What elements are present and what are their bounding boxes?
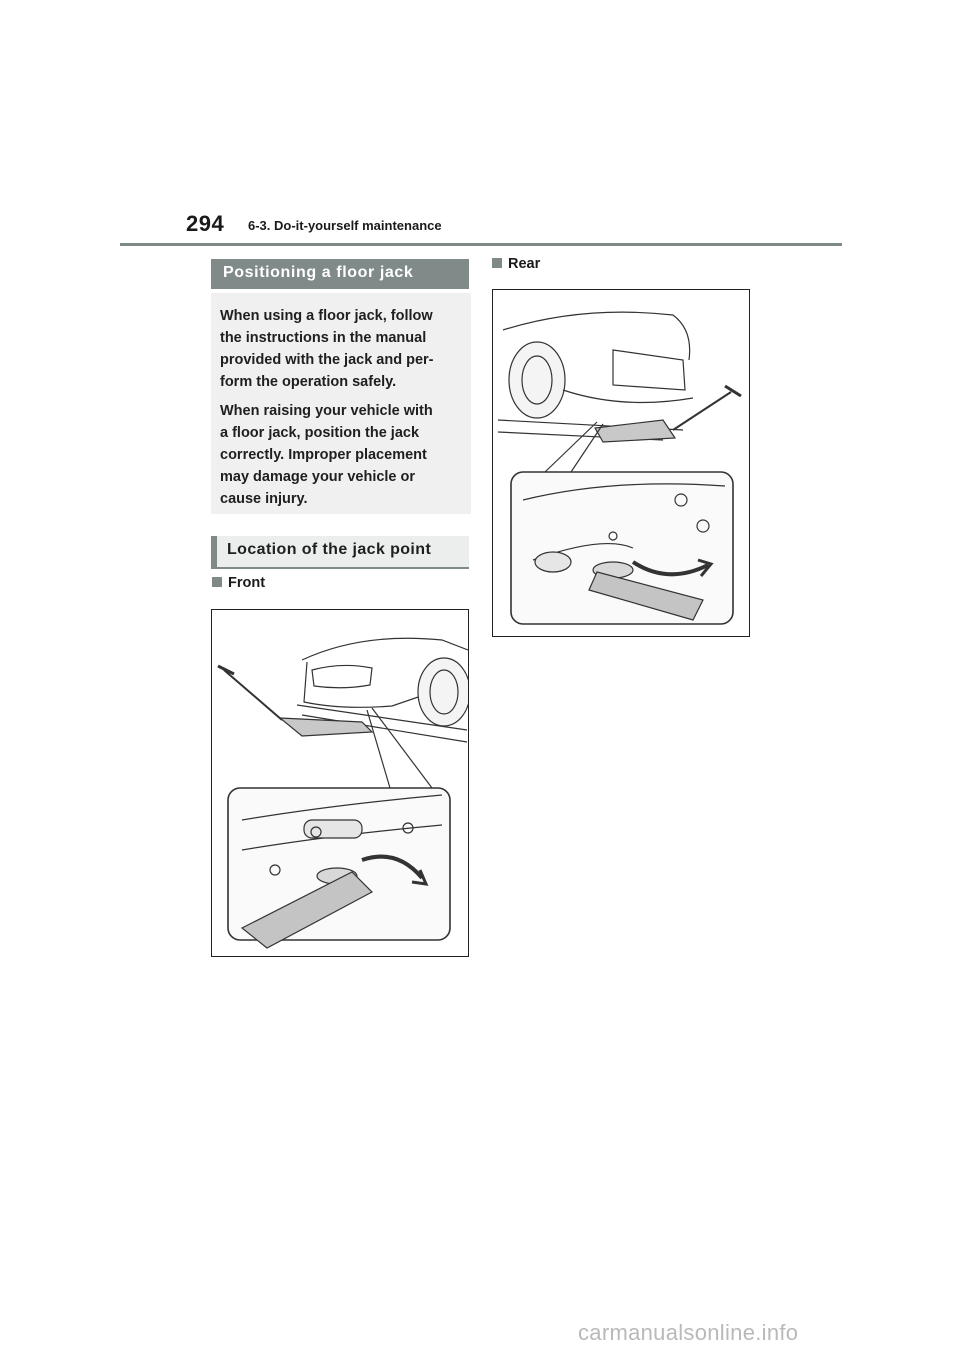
info-line: the instructions in the manual xyxy=(220,330,427,346)
info-line: cause injury. xyxy=(220,491,308,507)
front-label: Front xyxy=(212,575,265,591)
bullet-square-icon xyxy=(212,577,222,587)
page-number: 294 xyxy=(186,211,225,236)
front-jack-drawing xyxy=(212,610,468,956)
watermark: carmanualsonline.info xyxy=(578,1320,799,1345)
positioning-heading xyxy=(211,259,469,289)
info-line: When using a floor jack, follow xyxy=(220,308,433,324)
positioning-info-box xyxy=(211,293,471,514)
info-line: correctly. Improper placement xyxy=(220,447,427,463)
rear-jack-drawing xyxy=(493,290,749,636)
info-line: form the operation safely. xyxy=(220,374,397,390)
info-line: a floor jack, position the jack xyxy=(220,425,420,441)
info-line: When raising your vehicle with xyxy=(220,403,433,419)
info-line: provided with the jack and per- xyxy=(220,352,434,368)
location-heading-text: Location of the jack point xyxy=(227,541,432,558)
front-jack-illustration xyxy=(211,609,469,957)
rear-label: Rear xyxy=(492,256,540,272)
section-title: 6-3. Do-it-yourself maintenance xyxy=(248,218,442,233)
positioning-heading-text: Positioning a floor jack xyxy=(223,264,414,281)
rear-jack-illustration xyxy=(492,289,750,637)
header-divider xyxy=(120,243,842,246)
info-line: may damage your vehicle or xyxy=(220,469,416,485)
bullet-square-icon xyxy=(492,258,502,268)
location-heading xyxy=(211,536,469,569)
